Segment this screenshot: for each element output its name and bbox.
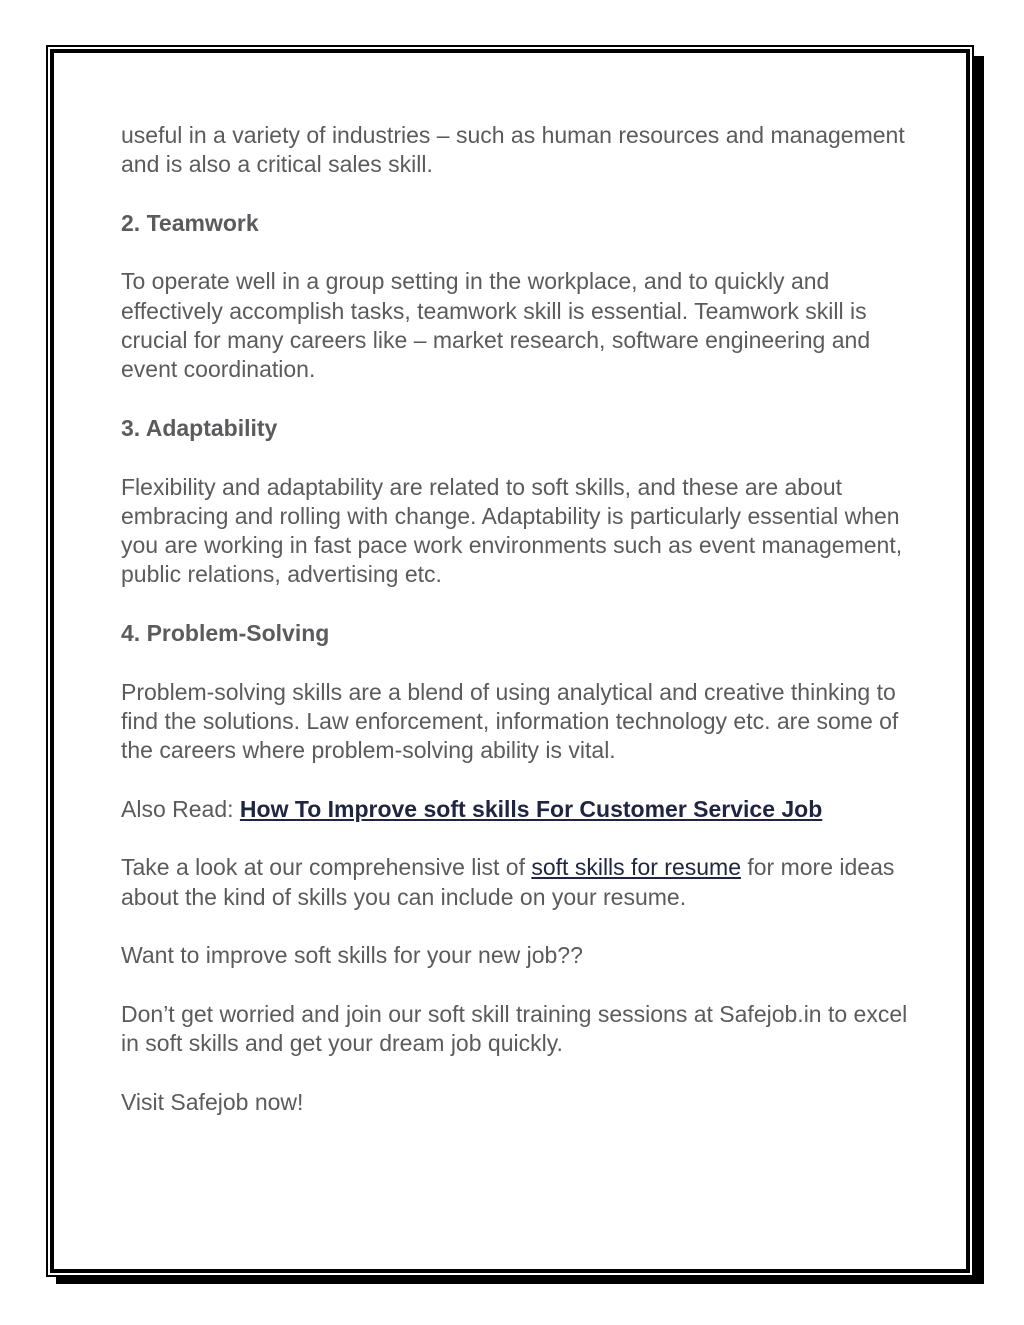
document-body: [121, 121, 921, 1146]
customer-service-article-link[interactable]: How To Improve soft skills For Customer Service Job: [239, 795, 823, 822]
heading-problem-solving: 4. Problem-Solving: [121, 620, 330, 647]
training-paragraph: Don’t get worried and join our soft skill training sessions at Safejob.in to excel in soft skills and get your dream job quickly.: [121, 1000, 908, 1057]
heading-teamwork: 2. Teamwork: [121, 209, 259, 236]
resume-paragraph: [121, 853, 921, 912]
resume-text-after: for more ideas about the kind of skills you can include on your resume.: [121, 854, 895, 910]
closing-paragraph: Visit Safejob now!: [121, 1088, 304, 1115]
paragraph-problem-solving: Problem-solving skills are a blend of using analytical and creative thinking to find the solutions. Law enforcement, information technology etc. are some of the careers where problem-solving ability is vital.: [121, 678, 899, 764]
paragraph-adaptability: Flexibility and adaptability are related to soft skills, and these are about embracing and rolling with change. Adaptability is particularly essential when you are working in fast pace work environments such as event management, public relations, advertising etc.: [121, 473, 903, 588]
resume-text-before: Take a look at our comprehensive list of: [121, 854, 532, 881]
paragraph-teamwork: To operate well in a group setting in the workplace, and to quickly and effectively accomplish tasks, teamwork skill is essential. Teamwork skill is crucial for many careers like – market research, software engineering and event coordination.: [121, 268, 871, 383]
intro-paragraph: useful in a variety of industries – such as human resources and management and is also a critical sales skill.: [121, 122, 905, 178]
also-read-label: Also Read:: [121, 795, 240, 822]
question-paragraph: Want to improve soft skills for your new job??: [121, 942, 583, 969]
soft-skills-resume-link[interactable]: soft skills for resume: [531, 854, 741, 881]
also-read-paragraph: [121, 795, 921, 824]
heading-adaptability: 3. Adaptability: [121, 414, 278, 441]
